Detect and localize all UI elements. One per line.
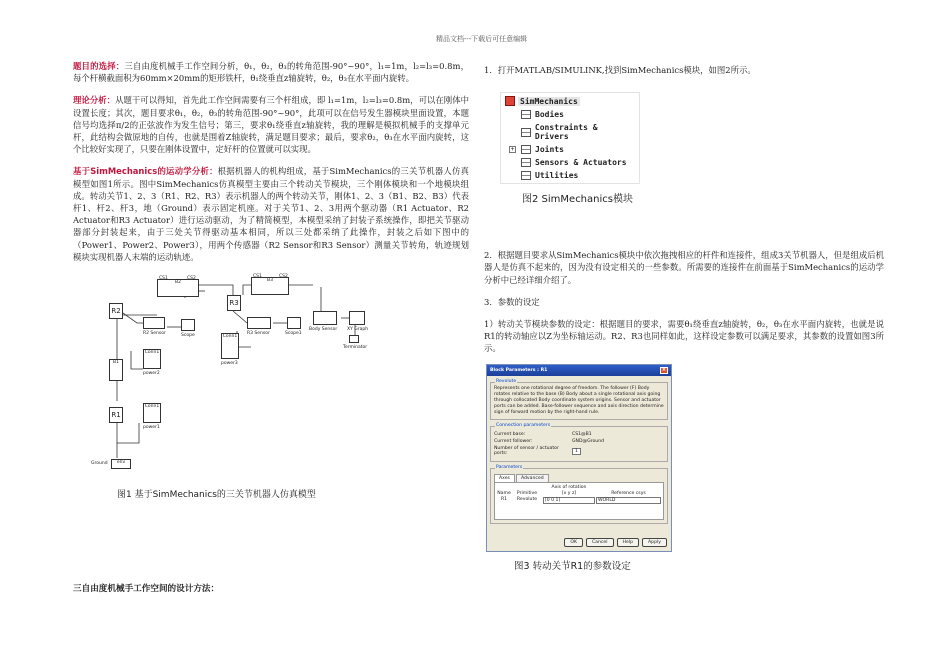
kinematics-paragraph: [73, 165, 469, 263]
block-parameters-dialog: [486, 364, 672, 552]
label-power3: power3: [221, 361, 238, 367]
block-power2[interactable]: Conn1: [143, 349, 161, 369]
block-r3[interactable]: R3: [227, 295, 241, 311]
close-icon[interactable]: ×: [661, 367, 667, 374]
step3-title: 3．参数的设定: [484, 296, 540, 307]
label-power1: power1: [143, 425, 160, 431]
block-scope[interactable]: [181, 319, 195, 331]
block-b3[interactable]: B3: [251, 277, 289, 295]
label-xy-graph: XY Graph: [347, 327, 369, 333]
label-r2-sensor: R2 Sensor: [143, 331, 166, 337]
block-r3-sensor[interactable]: [247, 317, 271, 329]
current-base-value: CS1@B1: [572, 432, 592, 438]
topic-paragraph: [73, 60, 469, 84]
theory-paragraph: [73, 94, 469, 155]
figure1-caption: 图1 基于SimMechanics的三关节机器人仿真模型: [117, 490, 316, 501]
label-body-sensor: Body Sensor: [309, 327, 338, 333]
library-folder-icon: [521, 128, 531, 137]
description-text: Represents one rotational degree of freedom. The follower (F) Body rotates relative to the base (B) Body about a single rotational axis going through collocated Body coordinate system origins. Sensor and actuator ports can be added. Base-follower sequence and axis direction determine sign of forward motion by the right-hand rule.: [494, 386, 664, 416]
parameters-group: Parameters Axes Advanced Axis of rotation Name Primitive [x y z] Reference csys R1 Revolute [0 0 1] WORLD: [490, 468, 668, 524]
tree-item-sensors-actuators[interactable]: Sensors & Actuators: [521, 158, 635, 167]
figure2-caption: 图2 SimMechanics模块: [522, 194, 633, 206]
block-r2[interactable]: R2: [109, 303, 123, 319]
cancel-button[interactable]: Cancel: [586, 538, 614, 547]
header-note: 精品文档---下载后可任意编辑: [436, 35, 528, 43]
block-b3-cs2-port: CS2: [279, 274, 288, 280]
figure3-caption: 图3 转动关节R1的参数设定: [514, 561, 631, 573]
expand-plus-icon[interactable]: +: [510, 146, 515, 154]
current-follower-value: GND@Ground: [572, 439, 605, 445]
step2-text: 2．根据题目要求从SimMechanics模块中依次拖拽相应的杆件和连接件，组成3关节机器人，但是组成后机器人是仿真不起来的，因为没有设定相关的一些参数。所需要的连接件在前面基于SimMechanics的运动学分析中已经详细介绍了。: [484, 250, 884, 285]
block-b3-cs1-port: CS1: [253, 274, 262, 280]
label-power2: power2: [143, 371, 160, 377]
block-terminator[interactable]: [349, 335, 359, 343]
tree-root-simmechanics[interactable]: SimMechanics: [505, 96, 635, 106]
label-ground: Ground: [91, 461, 108, 467]
block-b2-cs1-port: CS1: [159, 276, 168, 282]
tree-item-bodies[interactable]: Bodies: [521, 110, 635, 119]
kinematics-label: 基于SimMechanics的运动学分析：: [73, 166, 218, 177]
simmechanics-model-diagram: [87, 273, 377, 483]
label-r3-sensor: R3 Sensor: [247, 331, 270, 337]
design-method-title: 三自由度机械手工作空间的设计方法：: [73, 584, 220, 594]
tab-axes[interactable]: Axes: [494, 474, 515, 482]
reference-csys-select[interactable]: WORLD: [596, 497, 661, 504]
label-terminator: Terminator: [343, 345, 368, 351]
library-folder-icon: [521, 145, 531, 154]
num-ports-select[interactable]: 1: [572, 448, 581, 455]
left-column: [73, 60, 469, 500]
library-root-icon: [505, 96, 515, 106]
table-row-primitive: Revolute: [516, 497, 538, 503]
connection-parameters-group: Connection parameters Current base: CS1@B1 Current follower: GND@Ground Number of sensor / actuator ports: 1: [490, 426, 668, 462]
block-r1[interactable]: R1: [109, 407, 123, 423]
kinematics-body: 根据机器人的机构组成，基于SimMechanics的三关节机器人仿真模型如图1所示。图中SimMechanics仿真模型主要由三个转动关节模块，三个刚体模块和一个地模块组成。转动关节1、2、3（R1、R2、R3）表示机器人的两个转动关节，刚体1、2、3（B1、B2、B3）代表杆1、杆2、杆3，地（Ground）表示固定机座。对于关节1、2、3用两个驱动器（R1 Actuator、R2 Actuator和R3 Actuator）进行运动驱动，为了精简模型，本模型采纳了封装子系统操作，即把关节驱动器部分封装起来，由于三处关节得驱动基本相同，所以三处都采纳了此操作，封装之后如下图中的（Power1、Power2、Power3），用两个传感器（R2 Sensor和R3 Sensor）测量关节转角，轨迹规划模块实现机器人末端的运动轨迹。: [73, 166, 469, 262]
block-b1[interactable]: B1: [109, 359, 123, 381]
apply-button[interactable]: Apply: [642, 538, 667, 547]
block-r2-sensor[interactable]: [143, 317, 165, 329]
help-button[interactable]: Help: [617, 538, 639, 547]
axes-table: Axis of rotation Name Primitive [x y z] Reference csys R1 Revolute [0 0 1] WORLD: [494, 482, 664, 520]
block-b2-cs2-port: CS2: [187, 276, 196, 282]
simmechanics-library-tree: [500, 92, 640, 184]
block-power1[interactable]: Conn1: [143, 403, 161, 423]
topic-label: 题目的选择：: [73, 61, 125, 71]
step3-1-text: 1）转动关节模块参数的设定：根据题目的要求，需要θ₁绕垂直z轴旋转，θ₂，θ₃在水平面内旋转，也就是说R1的转动轴应以Z为坐标轴运动。R2、R3也同样如此，这样设定参数可以满足要求，其参数的设置如图3所示。: [484, 318, 884, 354]
tab-advanced[interactable]: Advanced: [516, 474, 549, 482]
axis-input[interactable]: [0 0 1]: [543, 497, 595, 504]
tree-item-joints[interactable]: + Joints: [510, 145, 564, 155]
library-folder-icon: [521, 110, 531, 119]
description-group: Revolute Represents one rotational degree of freedom. The follower (F) Body rotates relative to the base (B) Body about a single rotational axis going through collocated Body coordinate system origins. Sensor and actuator ports can be added. Base-follower sequence and axis direction determine sign of forward motion by the right-hand rule.: [490, 382, 668, 420]
library-folder-icon: [521, 158, 531, 167]
block-body-sensor[interactable]: [313, 311, 337, 325]
label-scope: Scope: [181, 333, 195, 339]
right-column: [484, 60, 884, 572]
theory-body: 从题干可以得知，首先此工作空间需要有三个杆组成，即 l₁=1m，l₂=l₃=0.8m，可以在刚体中设置长度；其次，题目要求θ₁，θ₂，θ₃的转角范围-90°~90°，此项可以在信号发生器模块里面设置，本题信号均选择π/2的正弦波作为发生信号；第三，要求θ₁绕垂直z轴旋转，我的理解是模拟机械手的支撑单元杆，此结构会做原地的自传，也就是围着Z轴旋转，满足题目要求；最后，要求θ₂，θ₃在水平面内旋转，这个比较好实现了，只要在刚体设置中，定好杆的位置就可以实现。: [73, 95, 470, 155]
theory-label: 理论分析：: [73, 95, 116, 106]
block-b2[interactable]: B2: [157, 279, 199, 297]
tree-item-constraints-drivers[interactable]: Constraints & Drivers: [521, 123, 635, 141]
block-scope1[interactable]: [287, 317, 301, 329]
step1-text: 1．打开MATLAB/SIMULINK,找到SimMechanics模块，如图2所示。: [484, 65, 756, 75]
tree-item-utilities[interactable]: Utilities: [521, 171, 635, 180]
block-power3[interactable]: Conn1: [221, 333, 239, 359]
table-row-name: R1: [500, 497, 508, 503]
ok-button[interactable]: OK: [564, 538, 583, 547]
block-xy-graph[interactable]: [349, 311, 365, 325]
library-folder-icon: [521, 171, 531, 180]
label-scope1: Scope1: [285, 331, 302, 337]
block-ground[interactable]: env: [111, 459, 131, 469]
topic-body: 三自由度机械手工作空间分析，θ₁，θ₂，θ₃的转角范围-90°~90°，l₁=1m，l₂=l₃=0.8m，每个杆横截面积为60mm×20mm的矩形铁杆，θ₁绕垂直z轴旋转，θ₂，θ₃在水平面内旋转。: [73, 61, 469, 84]
dialog-title-bar: Block Parameters : R1 ×: [487, 365, 671, 376]
